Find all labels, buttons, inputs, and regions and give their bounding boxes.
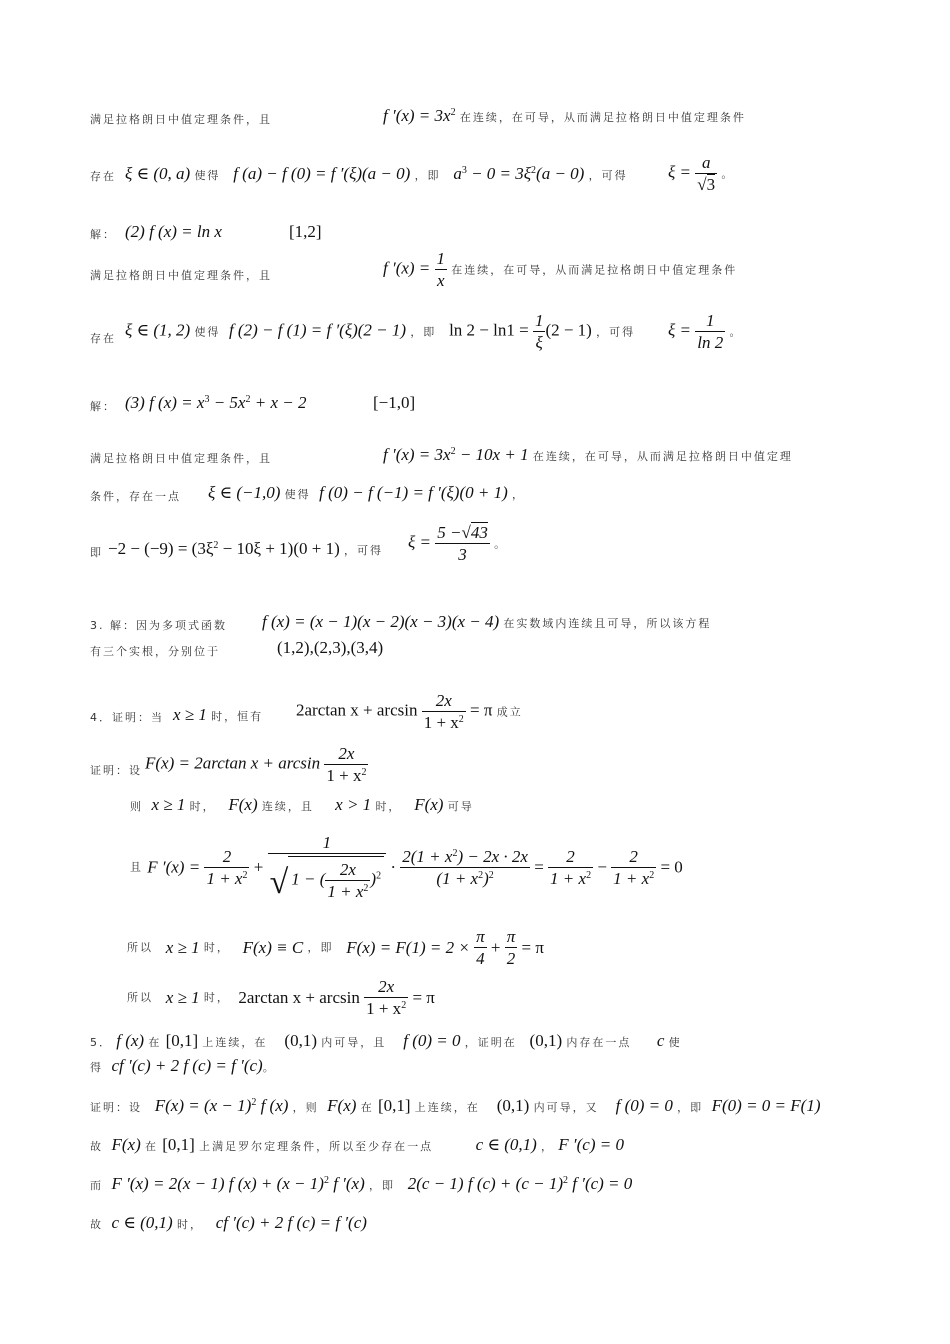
formula-xi-sqrt43: ξ = $\frac{5 -√43}{3}$ 。 xyxy=(408,523,508,564)
line-19: 得 cf ′(c) + 2 f (c) = f ′(c)。 xyxy=(90,1056,276,1075)
line-2: 存在 xyxy=(90,170,116,183)
roots-intervals: (1,2),(2,3),(3,4) xyxy=(277,638,384,657)
formula-cubic: (3) f $(x) = x^3 - 5x^2 + x - 2$ xyxy=(125,393,307,412)
formula-derivative-3: f $'(x) = 3x^2 - 10x + 1$ 在连续，在可导，从而满足拉格朗日中值定理 xyxy=(383,445,793,464)
formula-ln: (2) f (x) = ln x xyxy=(125,222,222,241)
line-20: 证明：设 $F(x) = (x - 1)^2$ f (x) ，则 F(x) 在 [0,1] 上连续，在 (0,1) 内可导，又 f (0) = 0 ，即 F(0) = 0 = F(1) xyxy=(90,1096,821,1115)
line-3: 解： xyxy=(90,228,116,241)
line-12: 4．证明：当 xyxy=(90,711,164,724)
line-1 xyxy=(90,111,272,127)
line-22: 而 F ′(x) = 2(x − 1) f $(x) + (x - 1)^2$ f ′(x) ，即 2(c − 1) f $(c) + (c - 1)^2$ f ′(c) = 0 xyxy=(90,1174,633,1193)
line-7: 满足拉格朗日中值定理条件，且 xyxy=(90,452,272,465)
formula-identity: 2arctan x + arcsin $\frac{2x}{1 + x^2}$ = π 成立 xyxy=(296,691,523,732)
formula-polynomial: f (x) = (x − 1)(x − 2)(x − 3)(x − 4) 在实数域内连续且可导，所以该方程 xyxy=(262,612,712,631)
formula-xi-a: ξ = $\frac{a}{√3}$ 。 xyxy=(668,153,735,194)
line-4: 满足拉格朗日中值定理条件，且 xyxy=(90,269,272,282)
formula-xi-ln: ξ = $\frac{1}{\ln 2}$ 。 xyxy=(668,311,743,352)
formula-line-9: $-2 - (-9) = (3\xi^2 - 10\xi + 1)(0 + 1)$ ，可得 xyxy=(108,539,383,558)
interval-1-2: [1,2] xyxy=(289,222,322,241)
line-10: 3. 解：因为多项式函数 xyxy=(90,619,227,632)
line-21: 故 F(x) 在 [0,1] 上满足罗尔定理条件，所以至少存在一点 c ∈ (0,1) ， F ′(c) = 0 xyxy=(90,1135,624,1154)
line-13: 证明：设 xyxy=(90,764,142,777)
formula-line-5: ξ ∈ (1, 2) 使得 f (2) − f (1) = f ′(ξ)(2 − 1) ，即 ln 2 − ln1 = $\frac{1}{\xi}$ (2 − 1) ，可得 xyxy=(125,311,636,352)
formula-F-def: F(x) = 2arctan x + arcsin $\frac{2x}{1 + x^2}$ xyxy=(145,744,367,785)
line-17: 所以 x ≥ 1 时， 2arctan x + arcsin $\frac{2x}{1 + x^2}$ = π xyxy=(127,977,435,1018)
line-15-derivative: 且 F ′(x) = $\frac{2}{1 + x^2}$ + 1 √ 1 − ( $\frac{2x}{1 + x^2}$ )$^2$ · $\frac{2(1 + x^2) - 2x \cdot 2x}{(1 + x^2)^2}$ = $\frac{2}{1 + x^2}$ − $\frac{2}{1 + x^2}$ = 0 xyxy=(130,833,683,901)
text: 满足拉格朗日中值定理条件，且 xyxy=(90,113,272,126)
line-8: 条件，存在一点 xyxy=(90,490,181,503)
line-23: 故 c ∈ (0,1) 时， cf ′(c) + 2 f (c) = f ′(c) xyxy=(90,1213,367,1232)
line-5: 存在 xyxy=(90,332,116,345)
formula-derivative-1: f $'(x) = 3x^2$ 在连续，在可导，从而满足拉格朗日中值定理条件 xyxy=(383,106,746,125)
line-11: 有三个实根，分别位于 xyxy=(90,645,220,658)
formula-derivative-2: f ′(x) = $\frac{1}{x}$ 在连续，在可导，从而满足拉格朗日中值定理条件 xyxy=(383,249,738,290)
formula-line-2: ξ ∈ (0, a) 使得 f (a) − f (0) = f ′(ξ)(a − 0) ，即 $a^3 - 0 = 3\xi^2(a - 0)$ ，可得 xyxy=(125,164,628,183)
line-9: 即 xyxy=(90,546,103,559)
line-18: 5． f (x) 在 [0,1] 上连续，在 (0,1) 内可导，且 f (0) = 0 ，证明在 (0,1) 内存在一点 c 使 xyxy=(90,1031,682,1050)
condition-x-ge-1: x ≥ 1 时，恒有 xyxy=(173,705,264,724)
line-16: 所以 x ≥ 1 时， F(x) ≡ C ，即 F(x) = F(1) = 2 × $\frac{\pi}{4}$ + $\frac{\pi}{2}$ = π xyxy=(127,927,544,968)
interval-minus1-0: [−1,0] xyxy=(373,393,416,412)
formula-line-8: ξ ∈ (−1,0) 使得 f (0) − f (−1) = f ′(ξ)(0 + 1) ， xyxy=(208,483,526,502)
line-14: 则 x ≥ 1 时， F(x) 连续，且 x > 1 时， F(x) 可导 xyxy=(130,795,474,814)
line-6: 解： xyxy=(90,400,116,413)
